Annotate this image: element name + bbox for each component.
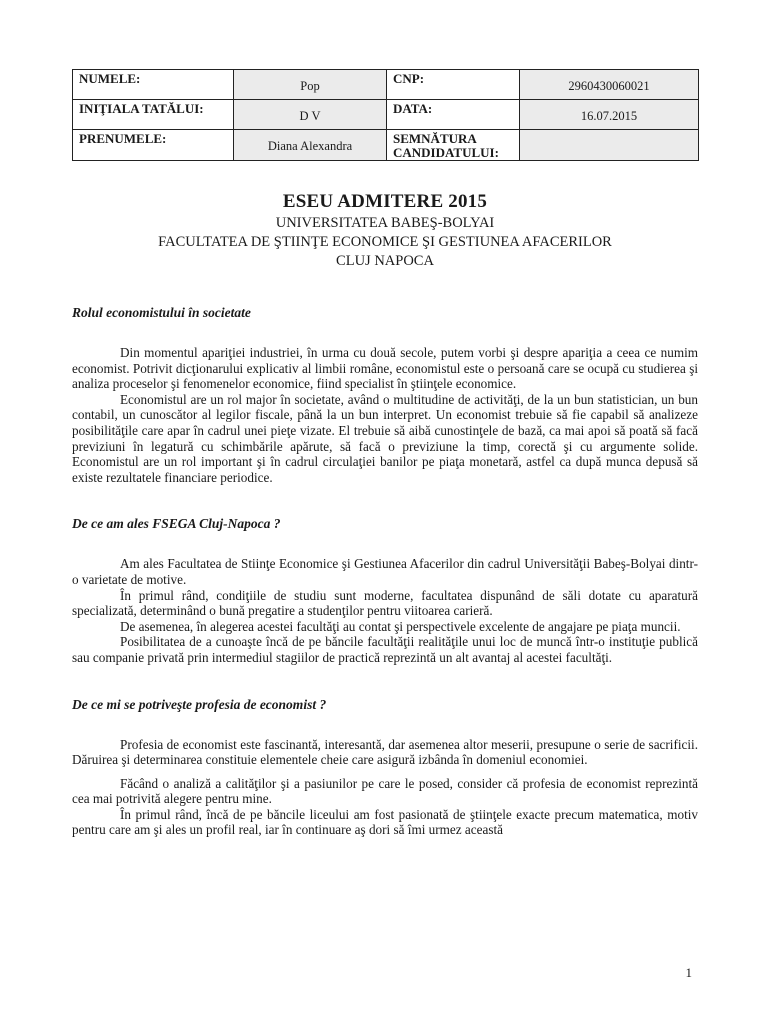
paragraph: De asemenea, în alegerea acestei facultăţi au contat şi perspectivele excelente de angajare pe piaţa muncii. xyxy=(120,618,681,634)
section-title: Rolul economistului în societate xyxy=(72,305,251,320)
field-value-prenume: Diana Alexandra xyxy=(234,130,387,161)
paragraph: Din momentul apariţiei industriei, în urma cu două secole, putem vorbi şi despre apariţia a ceea ce numim economist. Potrivit dicţionarului explicativ al limbii române, economistul este o persoană care se ocupă cu studierea şi analiza proceselor şi fenomenelor economice, fiind specialist în ştiinţele economice. xyxy=(72,345,698,392)
field-value-cnp: 2960430060021 xyxy=(520,70,699,100)
paragraph: Economistul are un rol major în societate, având o multitudine de activităţi, de la un bun statistician, un bun contabil, un cunoscător al legilor fiscale, până la un bun interpret. Un economist trebuie să fie capabil să analizeze posibilităţile care apar în cadrul unei pieţe vizate. El trebuie să aibă cunostinţele de bază, ca mai apoi să poată să facă previziuni în legatură cu schimbările apărute, să facă o previziune la timp, corectă şi cu argumente solide. Economistul are un rol important şi în cadrul circulaţiei banilor pe piaţa monetară, astfel ca după munca depusă să existe rezultatele financiare periodice. xyxy=(72,391,698,485)
field-value-initiala: D V xyxy=(234,100,387,130)
essay-title: ESEU ADMITERE 2015 xyxy=(282,191,488,212)
field-value-data: 16.07.2015 xyxy=(520,100,699,130)
page-number: 1 xyxy=(685,965,692,980)
paragraph: Profesia de economist este fascinantă, interesantă, dar asemenea altor meserii, presupune o serie de sacrificii. Dăruirea şi determinarea constituie elementele cheie care asigură izbânda în domeniul economiei. xyxy=(72,736,698,768)
field-label-data: DATA: xyxy=(387,100,520,130)
field-value-nume: Pop xyxy=(234,70,387,100)
paragraph: Am ales Facultatea de Stiinţe Economice şi Gestiunea Afacerilor din cadrul Universităţii Babeş-Bolyai dintr-o varietate de motive. xyxy=(72,556,698,587)
essay-body xyxy=(72,305,698,838)
field-label-prenume: PRENUMELE: xyxy=(73,130,234,161)
field-label-semnatura: SEMNĂTURA CANDIDATULUI: xyxy=(387,130,520,161)
title-block xyxy=(72,190,698,271)
paragraph: Posibilitatea de a cunoaşte încă de pe băncile facultăţii realităţile unui loc de muncă într-o instituţie publică sau companie privată prin intermediul stagiilor de practică reprezintă un alt avantaj al acestei facultăţi. xyxy=(72,634,698,665)
field-value-semnatura xyxy=(520,130,699,161)
paragraph: În primul rând, condiţiile de studiu sunt moderne, facultatea dispunând de săli dotate cu aparatură specializată, determinând o bună pregatire a studenţilor pentru viitoarea carieră. xyxy=(72,587,698,619)
paragraph: Făcând o analiză a calităţilor şi a pasiunilor pe care le posed, consider că profesia de economist reprezintă cea mai potrivită alegere pentru mine. xyxy=(72,775,698,807)
section-title: De ce am ales FSEGA Cluj-Napoca ? xyxy=(72,516,281,532)
paragraph: În primul rând, încă de pe băncile liceului am fost pasionată de ştiinţele exacte precum matematica, motiv pentru care am şi ales un profil real, iar în continuare aş dori să îmi urmez această xyxy=(72,806,698,838)
field-label-cnp: CNP: xyxy=(387,70,520,100)
faculty-name: FACULTATEA DE ŞTIINŢE ECONOMICE ŞI GESTIUNEA AFACERILOR xyxy=(158,234,612,250)
university-name: UNIVERSITATEA BABEŞ-BOLYAI xyxy=(275,215,495,231)
field-label-nume: NUMELE: xyxy=(73,70,234,100)
table-row xyxy=(73,100,699,130)
table-row xyxy=(73,130,699,161)
section-title: De ce mi se potriveşte profesia de economist ? xyxy=(72,696,327,712)
field-label-initiala: INIŢIALA TATĂLUI: xyxy=(73,100,234,130)
city-name: CLUJ NAPOCA xyxy=(336,253,434,269)
table-row xyxy=(73,70,699,100)
candidate-info-table xyxy=(72,69,699,161)
